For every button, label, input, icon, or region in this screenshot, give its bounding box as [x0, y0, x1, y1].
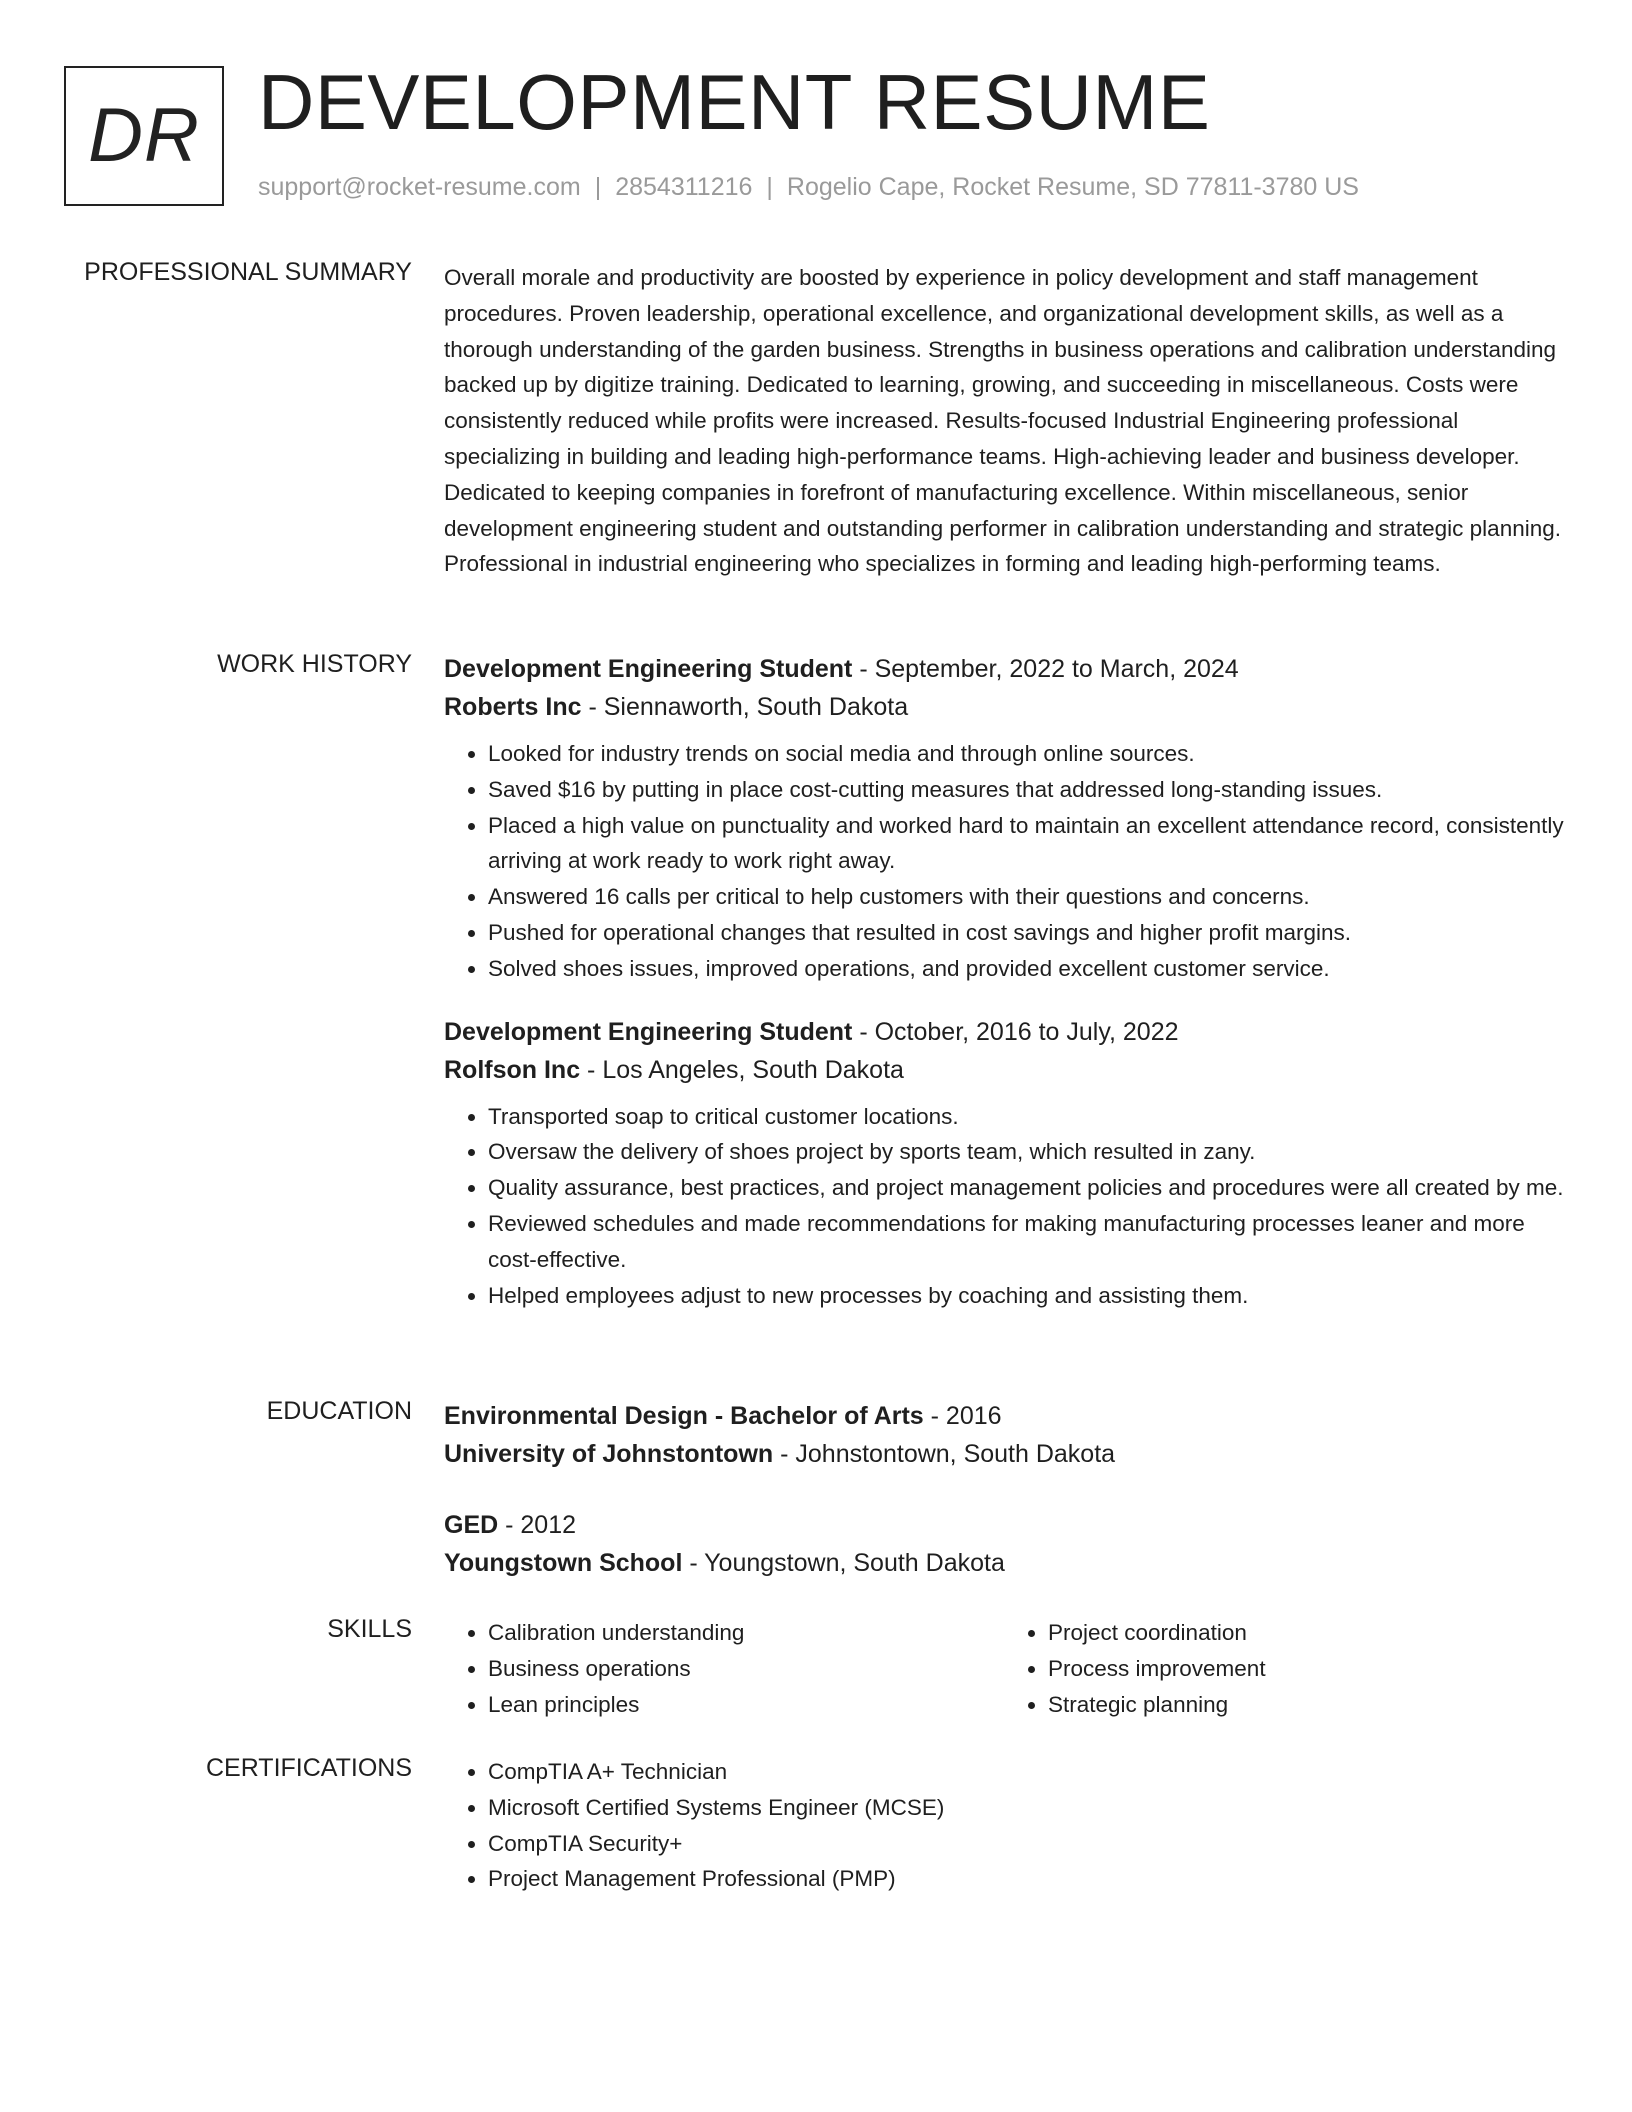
job-org-line	[444, 688, 1564, 726]
section-body	[444, 258, 1564, 582]
skills-grid	[444, 1615, 1564, 1722]
list-item: • Helped employees adjust to new processes by coaching and assisting them.	[488, 1278, 1564, 1314]
list-item: • Quality assurance, best practices, and project management policies and procedures were all created by me.	[488, 1170, 1564, 1206]
contact-separator: |	[594, 173, 602, 201]
job-entry	[444, 1013, 1564, 1314]
section-label: EDUCATION	[266, 1397, 412, 1425]
section-body	[444, 1615, 1564, 1722]
list-item: • Lean principles	[488, 1687, 1004, 1723]
list-item: • Solved shoes issues, improved operations, and provided excellent customer service.	[488, 951, 1564, 987]
job-bullets	[444, 1099, 1564, 1314]
school-location: - Johnstontown, South Dakota	[773, 1440, 1116, 1468]
degree-year: - 2012	[498, 1511, 577, 1539]
list-item: • CompTIA Security+	[488, 1826, 1564, 1862]
job-dates: - September, 2022 to March, 2024	[852, 655, 1239, 683]
list-item: • Transported soap to critical customer locations.	[488, 1099, 1564, 1135]
list-item: • Pushed for operational changes that resulted in cost savings and higher profit margins.	[488, 915, 1564, 951]
resume-title: DEVELOPMENT RESUME	[258, 58, 1211, 146]
school: Youngstown School	[444, 1549, 683, 1577]
job-location: - Los Angeles, South Dakota	[580, 1055, 904, 1084]
degree: Environmental Design - Bachelor of Arts	[444, 1402, 924, 1430]
job-bullets	[444, 736, 1564, 987]
skills-column-right	[1004, 1615, 1564, 1722]
section-body	[444, 650, 1564, 1313]
list-item: • Business operations	[488, 1651, 1004, 1687]
section-label: CERTIFICATIONS	[205, 1754, 412, 1782]
job-company: Rolfson Inc	[444, 1055, 581, 1084]
section-body	[444, 1754, 1564, 1897]
job-title-line	[444, 650, 1564, 688]
section-label: WORK HISTORY	[217, 650, 412, 678]
summary-paragraph: Overall morale and productivity are boosted by experience in policy development and staff management procedures. Proven leadership, operational excellence, and organizational development skills, as well as a thorough understanding of the garden business. Strengths in business operations and calibration understanding backed up by digitize training. Dedicated to learning, growing, and succeeding in miscellaneous. Costs were consistently reduced while profits were increased. Results-focused Industrial Engineering professional specializing in building and leading high-performance teams. High-achieving leader and business developer. Dedicated to keeping companies in forefront of manufacturing excellence. Within miscellaneous, senior development engineering student and outstanding performer in calibration understanding and strategic planning. Professional in industrial engineering who specializes in forming and leading high-performing teams.	[444, 265, 1562, 577]
section-label: PROFESSIONAL SUMMARY	[84, 258, 412, 286]
job-org-line	[444, 1051, 1564, 1089]
job-entry	[444, 650, 1564, 987]
job-title: Development Engineering Student	[444, 655, 853, 683]
contact-line	[258, 173, 1359, 202]
list-item: • Project coordination	[1048, 1615, 1564, 1651]
degree-line	[444, 1397, 1564, 1435]
list-item: • Microsoft Certified Systems Engineer (MCSE)	[488, 1790, 1564, 1826]
section-body	[444, 1397, 1564, 1582]
job-company: Roberts Inc	[444, 693, 582, 721]
section-label: SKILLS	[327, 1615, 412, 1643]
list-item: • Answered 16 calls per critical to help customers with their questions and concerns.	[488, 879, 1564, 915]
certifications-list	[444, 1754, 1564, 1897]
job-location: - Siennaworth, South Dakota	[581, 693, 909, 721]
school: University of Johnstontown	[444, 1440, 774, 1468]
list-item: • Reviewed schedules and made recommendations for making manufacturing processes leaner and more cost-effective.	[488, 1206, 1564, 1278]
degree-year: - 2016	[923, 1402, 1002, 1430]
school-line	[444, 1435, 1564, 1473]
list-item: • Strategic planning	[1048, 1687, 1564, 1723]
education-entry	[444, 1506, 1564, 1582]
contact-separator: |	[766, 173, 773, 201]
school-location: - Youngstown, South Dakota	[682, 1549, 1005, 1577]
job-title-line	[444, 1013, 1564, 1051]
monogram-badge	[64, 66, 224, 206]
school-line	[444, 1544, 1564, 1582]
contact-phone: 2854311216	[615, 173, 753, 201]
list-item: • Project Management Professional (PMP)	[488, 1861, 1564, 1897]
list-item: • Saved $16 by putting in place cost-cutting measures that addressed long-standing issues.	[488, 772, 1564, 808]
skills-column-left	[444, 1615, 1004, 1722]
contact-email: support@rocket-resume.com	[258, 173, 581, 201]
degree-line	[444, 1506, 1564, 1544]
list-item: • CompTIA A+ Technician	[488, 1754, 1564, 1790]
list-item: • Calibration understanding	[488, 1615, 1004, 1651]
job-title: Development Engineering Student	[444, 1017, 853, 1046]
degree: GED	[444, 1511, 499, 1539]
job-dates: - October, 2016 to July, 2022	[852, 1017, 1179, 1046]
contact-address: Rogelio Cape, Rocket Resume, SD 77811-3780 US	[786, 173, 1359, 201]
list-item: • Oversaw the delivery of shoes project by sports team, which resulted in zany.	[488, 1134, 1564, 1170]
list-item: • Process improvement	[1048, 1651, 1564, 1687]
monogram-text: DR	[88, 93, 200, 178]
list-item: • Looked for industry trends on social media and through online sources.	[488, 736, 1564, 772]
list-item: • Placed a high value on punctuality and worked hard to maintain an excellent attendance record, consistently arriving at work ready to work right away.	[488, 808, 1564, 880]
education-entry	[444, 1397, 1564, 1473]
